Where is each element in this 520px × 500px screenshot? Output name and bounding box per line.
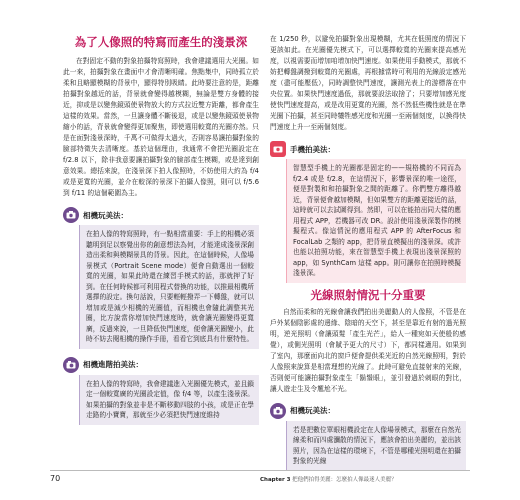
camera-icon [270,403,286,419]
dslr-camera-icon [63,357,79,373]
tip-title: 手機拍美法： [290,144,335,154]
footer-divider [50,470,470,471]
right-paragraph-1: 在 1/250 秒，以避免拍攝對象出現模糊，尤其在低照度的情況下更該如此。在光圈優先模式下，可以選擇較寬的光圈來提高感光度，以視需要而增加咱增加快門速度。如果使用手動模式，那就不妨把轉盤調撥到較寬的光圈處，再根據當時可利用的光線設定感光度（盡可能壓低），同時調整快門速度，讓測光表上的游標落在中央位置。如果快門速度過低，那就要設法取捨了；只要增加感光度使快門速度提高，或是改用更寬的光圈，然不然低些機性就是在準光圈下拍攝，甚至同時犧牲感光度和光圈一至兩個刻度，以換得快門速度上升一至兩個刻度。 [270,35,466,131]
page-number: 70 [50,474,61,483]
section-heading: 光線照射情況十分重要 [310,287,426,302]
tip-title: 相機進階拍美法： [83,360,143,369]
chapter-title: 把他們拍得美麗：怎麼拍人像最迷人美麗？ [292,477,397,483]
right-paragraph-2: 自然而柔和的光線會讓我們拍出美麗動人的人像照，不管是在戶外某個陰影處的邊緣、陰暗的天空下，甚至是靠近有射的過光照明，逆光照明（會讓頭髮「產生光芒」，給人一種宛如天使般的感覺），或側光照明（會賦予更大的尺寸）下，都同樣適用。如果到了室內，那麼面向北的窗戶便會提供柔光近的自然光線照明，對於人像照來說算是相當理想的光線了。此時可避免直接射來的光線，否則便可能讓拍攝對象產生「鬍鬚眼」，並引發過於刺眼的對比，讓人遊走生及令尷尬不光。 [270,307,466,393]
tip-body: 在拍人像的特寫照時，有一點相當重要：手上的相機必須聽明到足以察覺出你的創意想法為何，才能達成淺景深創造出柔和與模糊景具的背景。因此，在這個時候，人像場景模式（Portrait Scene mode）便會自動選出一個較寬的光圈，如果此時還在練習手模式的話，那就押了好到。在任何時候都可利用程式替換的功能，以推最相機所選擇的設定。換句話說，只要輕輕撥弄一下轉盤，就可以增加或是減少相機的光圈值，而相機也會隨此調整其光圈，比方說當你增加快門速度時，就會讓光圈變得更寬廣，反過來說，一旦降低快門速度，便會讓光圈變小，此時不妨去閱相機的操作手冊，看看它到底具有什麼特性。 [79,225,259,349]
left-column [63,34,259,429]
section-title: 為了人像照的特寫而產生的淺景深 [74,35,248,49]
tip-title: 相機玩美法： [83,210,128,220]
camera-icon [63,207,79,223]
tip-box-camera-2 [270,403,466,471]
right-column [270,34,466,475]
tip-title: 相機玩美法： [290,406,335,415]
tip-box-advanced [63,357,259,425]
tip-box-phone [270,141,466,283]
smartphone-camera-icon [270,141,286,157]
tip-body: 智慧型手機上的光圈都是固定的——規格機的不同而為 f/2.4 或是 f/2.8，在這情況下，影響景深的唯一途徑，便是對製和和拍攝對象之間的距離了。你們雙方離得越近，背景便會越加模糊，但如果雙方的距離更接近的話，這時就可以去試圖得到。然即，可以在能拍出同大樣的應用程式 APP，若機器可改 DR。設計使用淺景深製作的模擬程式。像這情況的應用程式 APP 的 AfterFocus 和 FocalLab 之類的 app，把背景直模擬出的淺景深。或許也能以拍照功能，來在智慧型手機上表現出淺景深照的 app，如 SynthCam 這樣 app。則可讓你在拍照時模擬淺景深。 [286,159,466,283]
chapter-label: Chapter 3 [260,477,291,483]
running-footer [260,475,397,483]
tip-body: 若是把數位單眼相機設定在人像場景模式，那麼在自然光線柔和而四處瀰散的情況下，應該會拍出美麗的，並出該照片，因為在這樣的環境下，不管是哪種光照明還在拍攝對象的光線 [286,421,466,471]
tip-body: 在拍人像的特寫時，我會建議進入光圈優先模式，並且鎖定一個較寬廣的光圈設定值，像 f/4 等，以產生淺景深。如果拍攝的對象並非是不斷移動四肢的小孩，或是正在學走路的小寶寶，那就至少必須把快門速度維持 [79,375,259,425]
left-paragraph-1: 在對固定不動的對象拍攝特寫照時，我會建議選用大光圈。如此一來，拍攝對象在畫面中才會清晰明確。焦點集中，同時孤立於柔和且略顯模糊的背景中，顯得特別吸睛。此時要注意的是，距離拍攝對象越近的話，背景就會變得越模糊，無論是雙方身體的接近，抑或是以變焦鏡頭使景物放大的方式拉近雙方距離，都會產生這樣的效果。當然，一旦讓身體不斷後退，或是以變焦鏡頭使景物縮小的話，背景就會變得更加聚焦，即使選用較寬的光圈亦然。只是在面對淺景深時，千萬不可做得太過火，否則容易讓拍攝對象的臉部特徵失去清晰度。基於這個理由，我通常不會把光圈設定在 f/2.8 以下，除非我意要讓拍攝對象的臉部產生模糊，或是達到創意效果。總括來說，在淺景深下拍人像照時，不妨使用大約為 f/4 或是更寬的光圈，並介在較深的景深下拍攝人像照，則可以 f/5.6 到 f/11 的這個範圍為主。 [63,57,259,197]
tip-box-camera [63,207,259,349]
